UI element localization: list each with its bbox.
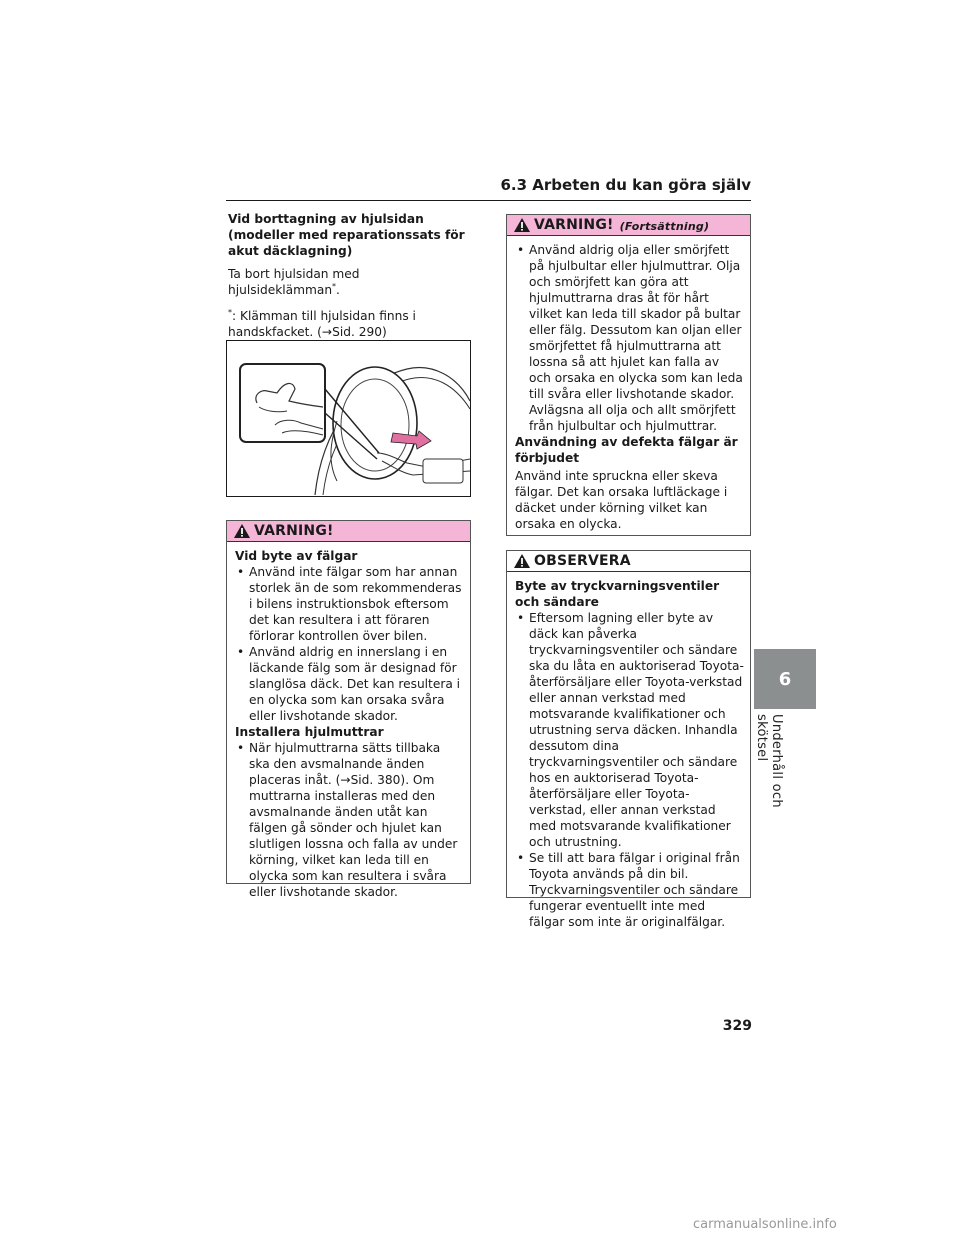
warning-box <box>226 520 471 899</box>
list-item: • Använd aldrig en innerslang i en läckande fälg som är designad för slanglösa däck. Det kan resultera i en olycka som kan orsaka svåra eller livshotande skador. <box>237 645 461 723</box>
watermark-footer: carmanualsonline.info <box>693 1217 837 1232</box>
footnote: *: Klämman till hjulsidan finns i handskfacket. (→Sid. 290) <box>228 307 416 339</box>
warning-continued-box <box>506 214 751 536</box>
notice-title: OBSERVERA <box>534 553 631 569</box>
list-item: • När hjulmuttrarna sätts tillbaka ska den avsmalnande änden placeras inåt. (→Sid. 380). Om muttrarna installeras med den avsmalnande änden utåt kan fälgen gå sönder och hjulet kan slutligen lossna och falla av under körning, vilket kan leda till en olycka som kan resultera i svåra eller livshotande skador. <box>237 741 458 899</box>
chapter-tab: 6 <box>754 649 816 709</box>
footnote-mark: * <box>332 281 337 291</box>
list-item: • Använd aldrig olja eller smörjfett på hjulbultar eller hjulmuttrar. Olja och smörjfett kan göra att hjulmuttrarna dras åt för hårt vilket kan leda till skador på bultar eller fälg. Dessutom kan oljan eller smörjfettet få hjulmuttrarna att lossna så att hjulet kan falla av och orsaka en olycka som kan leda till svåra eller livshotande skador. Avlägsna all olja och allt smörjfett från hjulbultar och hjulmuttrar. <box>517 243 743 433</box>
notice-title-bar <box>507 551 750 572</box>
warning-title: VARNING! <box>254 523 334 539</box>
warning-triangle-icon <box>513 217 531 233</box>
warning-triangle-icon <box>513 553 531 569</box>
warning-triangle-icon <box>233 523 251 539</box>
warning-continued-title-bar <box>507 215 750 236</box>
list-item: • Eftersom lagning eller byte av däck kan påverka tryckvarningsventiler och sändare ska du låta en auktoriserad Toyota-återförsäljare eller Toyota-verkstad eller annan verkstad med motsvarande kvalifikationer och utrustning serva däcken. Inhandla dessutom dina tryckvarningsventiler och sändare hos en auktoriserad Toyota-återförsäljare eller Toyota-verkstad, eller annan verkstad med motsvarande kvalifikationer och utrustning. <box>517 611 744 849</box>
warning-sub-wheels: Vid byte av fälgar <box>235 549 358 563</box>
notice-box <box>506 550 751 929</box>
notice-sub: Byte av tryckvarningsventiler och sändare <box>515 579 720 609</box>
page-number: 329 <box>722 1018 752 1034</box>
removal-heading: Vid borttagning av hjulsidan (modeller med reparationssats för akut däcklagning) <box>228 212 465 258</box>
continued-label: (Fortsättning) <box>619 220 710 233</box>
warning-title-bar <box>227 521 470 542</box>
removal-instruction: Ta bort hjulsidan med hjulsideklämman*. <box>228 267 360 297</box>
defective-rims-text: Använd inte spruckna eller skeva fälgar. Det kan orsaka luftläckage i däcket under körning vilket kan orsaka en olycka. <box>515 469 728 531</box>
list-item: • Använd inte fälgar som har annan storlek än de som rekommenderas i bilens instruktionsbok eftersom det kan resultera i att föraren förlorar kontrollen över bilen. <box>237 565 462 643</box>
list-item: • Se till att bara fälgar i original från Toyota används på din bil. Tryckvarningsventiler och sändare fungerar eventuellt inte med fälgar som inte är originalfälgar. <box>517 851 740 929</box>
defective-rims-heading: Användning av defekta fälgar är förbjudet <box>515 435 738 465</box>
chapter-label: Underhåll och skötsel <box>754 714 784 808</box>
warning-continued-title: VARNING! <box>534 217 614 233</box>
left-column <box>228 211 471 340</box>
warning-sub-nuts: Installera hjulmuttrar <box>235 725 384 739</box>
wheel-cover-removal-illustration <box>226 340 471 497</box>
section-header: 6.3 Arbeten du kan göra själv <box>226 176 751 201</box>
